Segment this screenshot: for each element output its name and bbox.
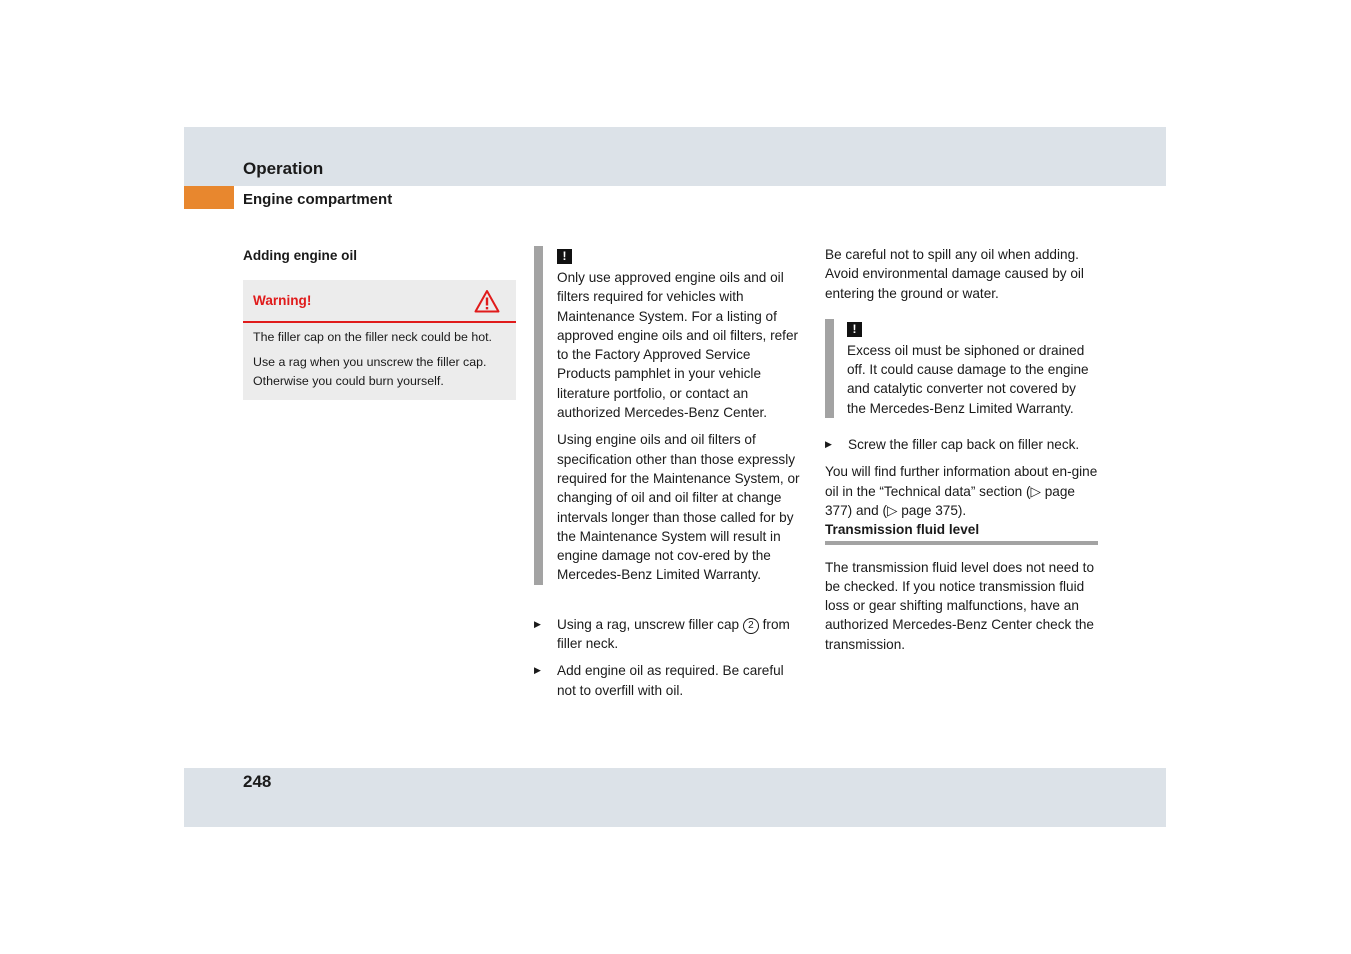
section-accent-tab xyxy=(184,186,234,209)
section-title: Operation xyxy=(243,159,324,178)
notice-body xyxy=(543,246,806,585)
step-text-part: Using a rag, unscrew filler cap xyxy=(557,616,740,632)
column-left xyxy=(243,246,516,400)
warning-label: Warning! xyxy=(253,293,312,309)
page-number: 248 xyxy=(243,772,272,791)
notice-box xyxy=(825,319,1098,418)
warning-triangle-icon xyxy=(474,289,500,313)
notice-paragraph: Excess oil must be siphoned or drained off. It could cause damage to the engine and catalytic converter not covered by the Mercedes-Benz Limited Warranty. xyxy=(847,342,1089,416)
notice-bar xyxy=(534,246,543,585)
step-text: Add engine oil as required. Be careful not to overfill with oil. xyxy=(557,663,784,698)
step-text-part: from filler neck. xyxy=(557,616,790,652)
step-item xyxy=(534,661,806,700)
step-text: Screw the filler cap back on filler neck. xyxy=(848,437,1080,453)
reference-number-badge: 2 xyxy=(743,618,759,634)
step-item xyxy=(825,435,1098,454)
warning-box xyxy=(243,280,516,400)
heading-transmission-fluid-level: Transmission fluid level xyxy=(825,520,1098,544)
heading-adding-engine-oil: Adding engine oil xyxy=(243,248,358,263)
warning-text: The filler cap on the filler neck could be hot. xyxy=(253,330,492,345)
transmission-paragraph: The transmission fluid level does not need to be checked. If you notice transmission fluid loss or gear shifting malfunctions, have an authorized Mercedes-Benz Center check the transmission. xyxy=(825,559,1095,652)
column-right xyxy=(825,245,1098,654)
step-text xyxy=(557,615,806,654)
bullet-arrow-icon: ▶ xyxy=(825,439,832,450)
bullet-arrow-icon: ▶ xyxy=(534,618,541,629)
warning-body xyxy=(243,323,516,400)
footer-band xyxy=(184,768,1166,827)
column-middle xyxy=(534,246,806,700)
notice-paragraph: Only use approved engine oils and oil filters required for vehicles with Maintenance System. For a listing of approved engine oils and oil filters, refer to the Factory Approved Service Products pamphlet in your vehicle literature portfolio, or contact an authorized Mercedes-Benz Center. xyxy=(557,270,799,421)
notice-exclamation-icon: ! xyxy=(847,322,862,337)
warning-header xyxy=(243,280,516,323)
info-paragraph: You will find further information about en-gine oil in the “Technical data” section (▷ page 377) and (▷ page 375). xyxy=(825,464,1098,518)
notice-paragraph: Using engine oils and oil filters of specification other than those expressly required for the Maintenance System, or changing of oil and oil filter at change intervals longer than those called for by the Maintenance System will result in engine damage not cov-ered by the Mercedes-Benz Limited Warranty. xyxy=(557,432,800,583)
subsection-title: Engine compartment xyxy=(243,191,393,208)
bullet-arrow-icon: ▶ xyxy=(534,665,541,676)
intro-paragraph: Be careful not to spill any oil when adding. Avoid environmental damage caused by oil entering the ground or water. xyxy=(825,247,1084,301)
notice-bar xyxy=(825,319,834,418)
notice-body xyxy=(834,319,1098,418)
notice-box xyxy=(534,246,806,585)
notice-exclamation-icon: ! xyxy=(557,249,572,264)
step-item xyxy=(534,615,806,654)
warning-text: Use a rag when you unscrew the filler cap. Otherwise you could burn yourself. xyxy=(253,354,487,389)
header-band xyxy=(184,127,1166,186)
